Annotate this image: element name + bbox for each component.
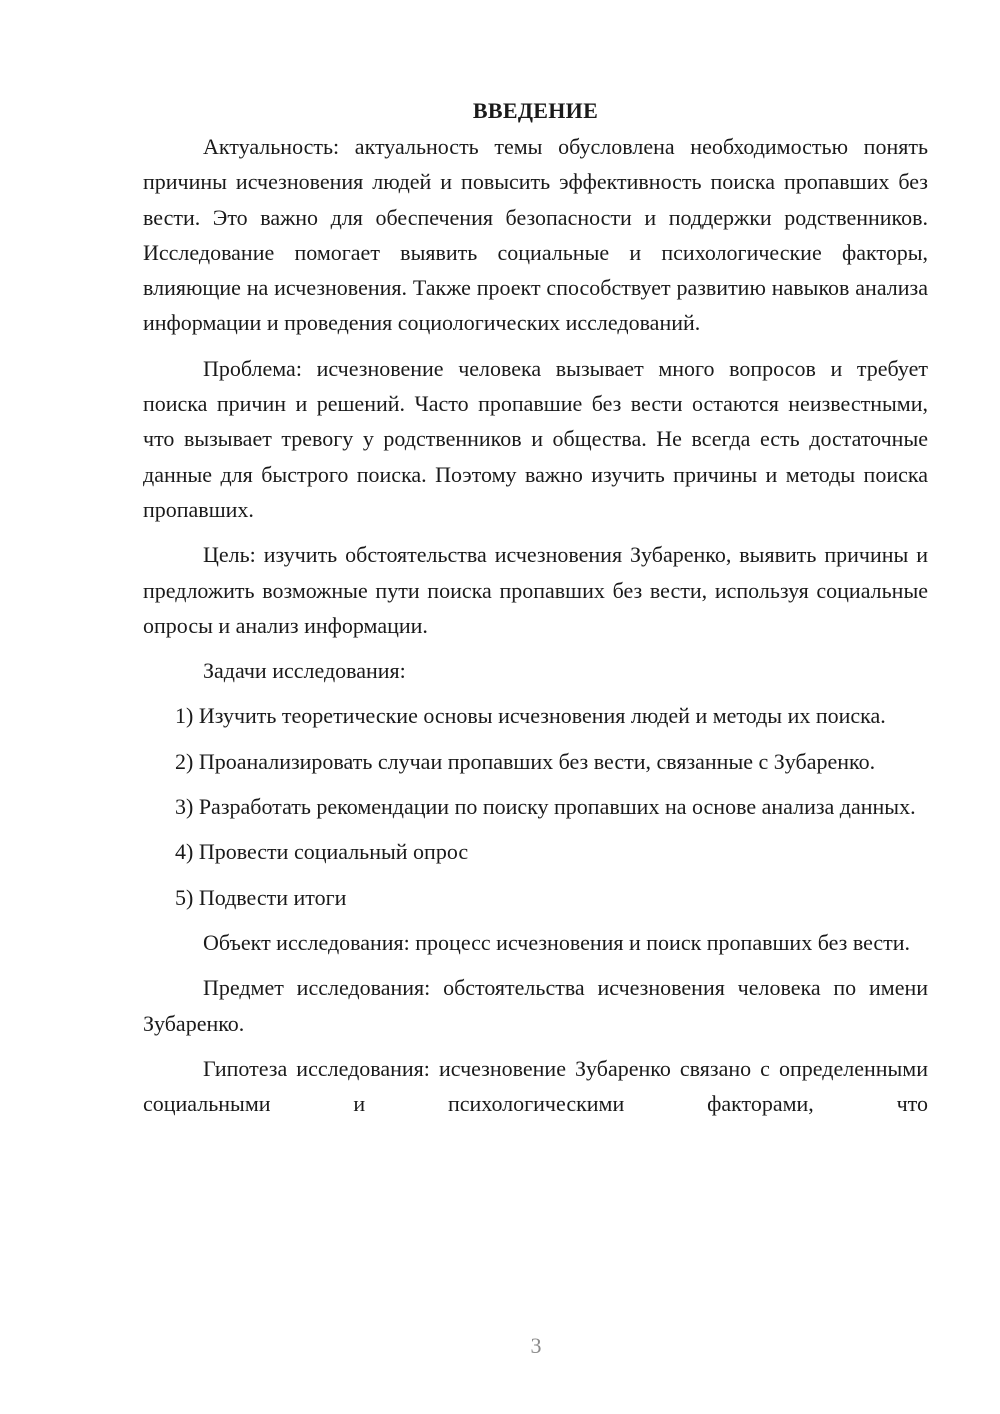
task-item-1: 1) Изучить теоретические основы исчезновения людей и методы их поиска. xyxy=(175,703,886,729)
object-paragraph: Объект исследования: процесс исчезновения и поиск пропавших без вести. xyxy=(203,929,911,955)
task-item-3: 3) Разработать рекомендации по поиску пропавших на основе анализа данных. xyxy=(175,794,916,820)
tasks-title: Задачи исследования: xyxy=(203,658,406,684)
subject-paragraph: Предмет исследования: обстоятельства исчезновения человека по имени Зубаренко. xyxy=(143,975,928,1036)
task-item-2: 2) Проанализировать случаи пропавших без вести, связанные с Зубаренко. xyxy=(175,748,876,774)
document-page xyxy=(143,95,928,1131)
hypothesis-paragraph: Гипотеза исследования: исчезновение Зубаренко связано с определенными социальными и психологическими факторами, что xyxy=(143,1055,928,1117)
goal-paragraph: Цель: изучить обстоятельства исчезновения Зубаренко, выявить причины и предложить возможные пути поиска пропавших без вести, используя социальные опросы и анализ информации. xyxy=(143,542,928,638)
relevance-paragraph: Актуальность: актуальность темы обусловлена необходимостью понять причины исчезновения людей и повысить эффективность поиска пропавших без вести. Это важно для обеспечения безопасности и поддержки родственников. Исследование помогает выявить социальные и психологические факторы, влияющие на исчезновения. Также проект способствует развитию навыков анализа информации и проведения социологических исследований. xyxy=(143,134,928,336)
problem-paragraph: Проблема: исчезновение человека вызывает много вопросов и требует поиска причин и решений. Часто пропавшие без вести остаются неизвестными, что вызывает тревогу у родственников и общества. Не всегда есть достаточные данные для быстрого поиска. Поэтому важно изучить причины и методы поиска пропавших. xyxy=(143,355,928,522)
task-item-5: 5) Подвести итоги xyxy=(175,884,347,910)
page-number: 3 xyxy=(530,1333,542,1358)
task-item-4: 4) Провести социальный опрос xyxy=(175,839,469,865)
page-title: ВВЕДЕНИЕ xyxy=(472,98,599,123)
